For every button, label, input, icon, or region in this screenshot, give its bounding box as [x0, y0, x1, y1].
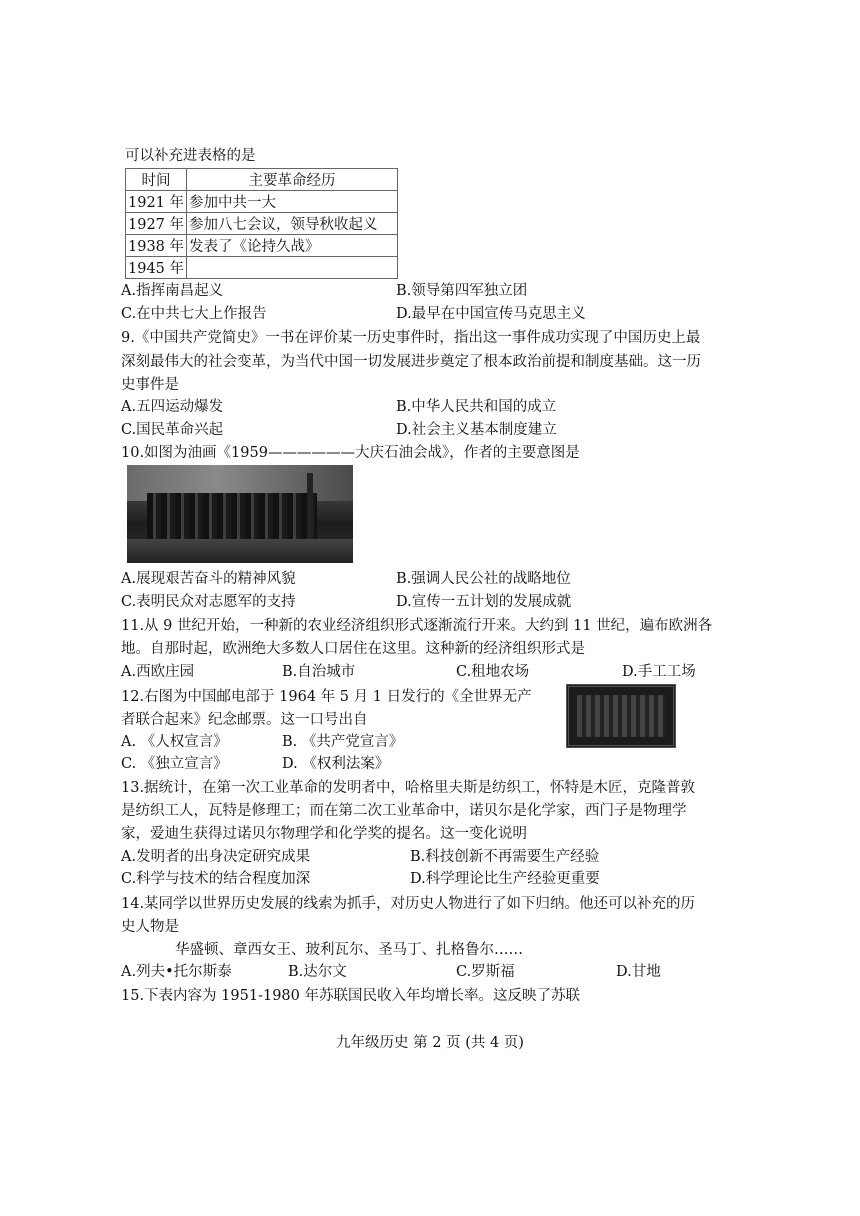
- q10-option-b: B.强调人民公社的战略地位: [396, 571, 571, 587]
- q10-stem: 10.如图为油画《1959——————大庆石油会战》，作者的主要意图是: [121, 445, 580, 461]
- q13-line-3: 家，爱迪生获得过诺贝尔物理学和化学奖的提名。这一变化说明: [121, 826, 527, 842]
- q12-option-b: B. 《共产党宣言》: [282, 734, 404, 750]
- q14-option-d: D.甘地: [616, 964, 661, 980]
- q14-option-c: C.罗斯福: [456, 964, 515, 980]
- q9-line-3: 史事件是: [121, 377, 179, 393]
- table-header-row: [126, 169, 398, 191]
- q13-line-1: 13.据统计，在第一次工业革命的发明者中，哈格里夫斯是纺织工，怀特是木匠，克隆普敦: [121, 780, 696, 796]
- q13-option-b: B.科技创新不再需要生产经验: [410, 849, 600, 865]
- q12-option-a: A. 《人权宣言》: [121, 734, 228, 750]
- q8-option-a: A.指挥南昌起义: [121, 283, 224, 299]
- q9-line-2: 深刻最伟大的社会变革，为当代中国一切发展进步奠定了根本政治前提和制度基础。这一历: [121, 354, 701, 370]
- q15-stem: 15.下表内容为 1951-1980 年苏联国民收入年均增长率。这反映了苏联: [121, 988, 580, 1004]
- page-footer: 九年级历史 第 2 页 (共 4 页): [336, 1035, 524, 1051]
- revolution-table: [125, 168, 398, 279]
- q11-line-2: 地。自那时起，欧洲绝大多数人口居住在这里。这种新的经济组织形式是: [121, 641, 585, 657]
- q13-option-c: C.科学与技术的结合程度加深: [121, 871, 311, 887]
- table-row: [126, 213, 398, 235]
- q11-option-a: A.西欧庄园: [121, 664, 195, 680]
- q12-option-d: D. 《权利法案》: [282, 756, 390, 772]
- q9-option-a: A.五四运动爆发: [121, 399, 224, 415]
- q11-option-b: B.自治城市: [282, 664, 356, 680]
- q13-option-a: A.发明者的出身决定研究成果: [121, 849, 311, 865]
- q10-option-a: A.展现艰苦奋斗的精神风貌: [121, 571, 296, 587]
- q12-line-2: 者联合起来》纪念邮票。这一口号出自: [121, 712, 368, 728]
- q14-line-1: 14.某同学以世界历史发展的线索为抓手，对历史人物进行了如下归纳。他还可以补充的历: [121, 896, 696, 912]
- q11-option-d: D.手工工场: [622, 664, 696, 680]
- table-row: [126, 257, 398, 279]
- intro-line: 可以补充进表格的是: [125, 148, 256, 164]
- q11-line-1: 11.从 9 世纪开始，一种新的农业经济组织形式逐渐流行开来。大约到 11 世纪，遍布欧洲各: [121, 618, 713, 634]
- q12-option-c: C. 《独立宣言》: [121, 756, 228, 772]
- q10-option-d: D.宣传一五计划的发展成就: [396, 594, 572, 610]
- q13-line-2: 是纺织工人，瓦特是修理工；而在第二次工业革命中，诺贝尔是化学家，西门子是物理学: [121, 803, 687, 819]
- table-cell-year: 1927 年: [126, 213, 187, 235]
- commemorative-stamp-image: [566, 684, 676, 748]
- q14-option-a: A.列夫•托尔斯泰: [121, 964, 232, 980]
- q9-line-1: 9.《中国共产党简史》一书在评价某一历史事件时，指出这一事件成功实现了中国历史上最: [121, 330, 701, 346]
- table-cell-event: 发表了《论持久战》: [187, 235, 398, 257]
- table-cell-event: 参加中共一大: [187, 191, 398, 213]
- table-header-time: 时间: [126, 169, 187, 191]
- q12-line-1: 12.右图为中国邮电部于 1964 年 5 月 1 日发行的《全世界无产: [121, 689, 532, 705]
- daqing-oil-painting-image: [127, 465, 353, 563]
- q11-option-c: C.租地农场: [456, 664, 530, 680]
- table-cell-year: 1945 年: [126, 257, 187, 279]
- q13-option-d: D.科学理论比生产经验更重要: [410, 871, 600, 887]
- q14-figure-list: 华盛顿、章西女王、玻利瓦尔、圣马丁、扎格鲁尔……: [175, 942, 523, 958]
- table-cell-year: 1921 年: [126, 191, 187, 213]
- table-row: [126, 235, 398, 257]
- q10-option-c: C.表明民众对志愿军的支持: [121, 594, 296, 610]
- q8-option-c: C.在中共七大上作报告: [121, 306, 267, 322]
- table-cell-event: [187, 257, 398, 279]
- table-cell-year: 1938 年: [126, 235, 187, 257]
- q9-option-b: B.中华人民共和国的成立: [396, 399, 557, 415]
- q8-option-d: D.最早在中国宣传马克思主义: [396, 306, 586, 322]
- q9-option-d: D.社会主义基本制度建立: [396, 422, 557, 438]
- q14-line-2: 史人物是: [121, 919, 179, 935]
- q14-option-b: B.达尔文: [288, 964, 347, 980]
- table-header-experience: 主要革命经历: [187, 169, 398, 191]
- table-row: [126, 191, 398, 213]
- table-cell-event: 参加八七会议，领导秋收起义: [187, 213, 398, 235]
- q9-option-c: C.国民革命兴起: [121, 422, 224, 438]
- q8-option-b: B.领导第四军独立团: [396, 283, 528, 299]
